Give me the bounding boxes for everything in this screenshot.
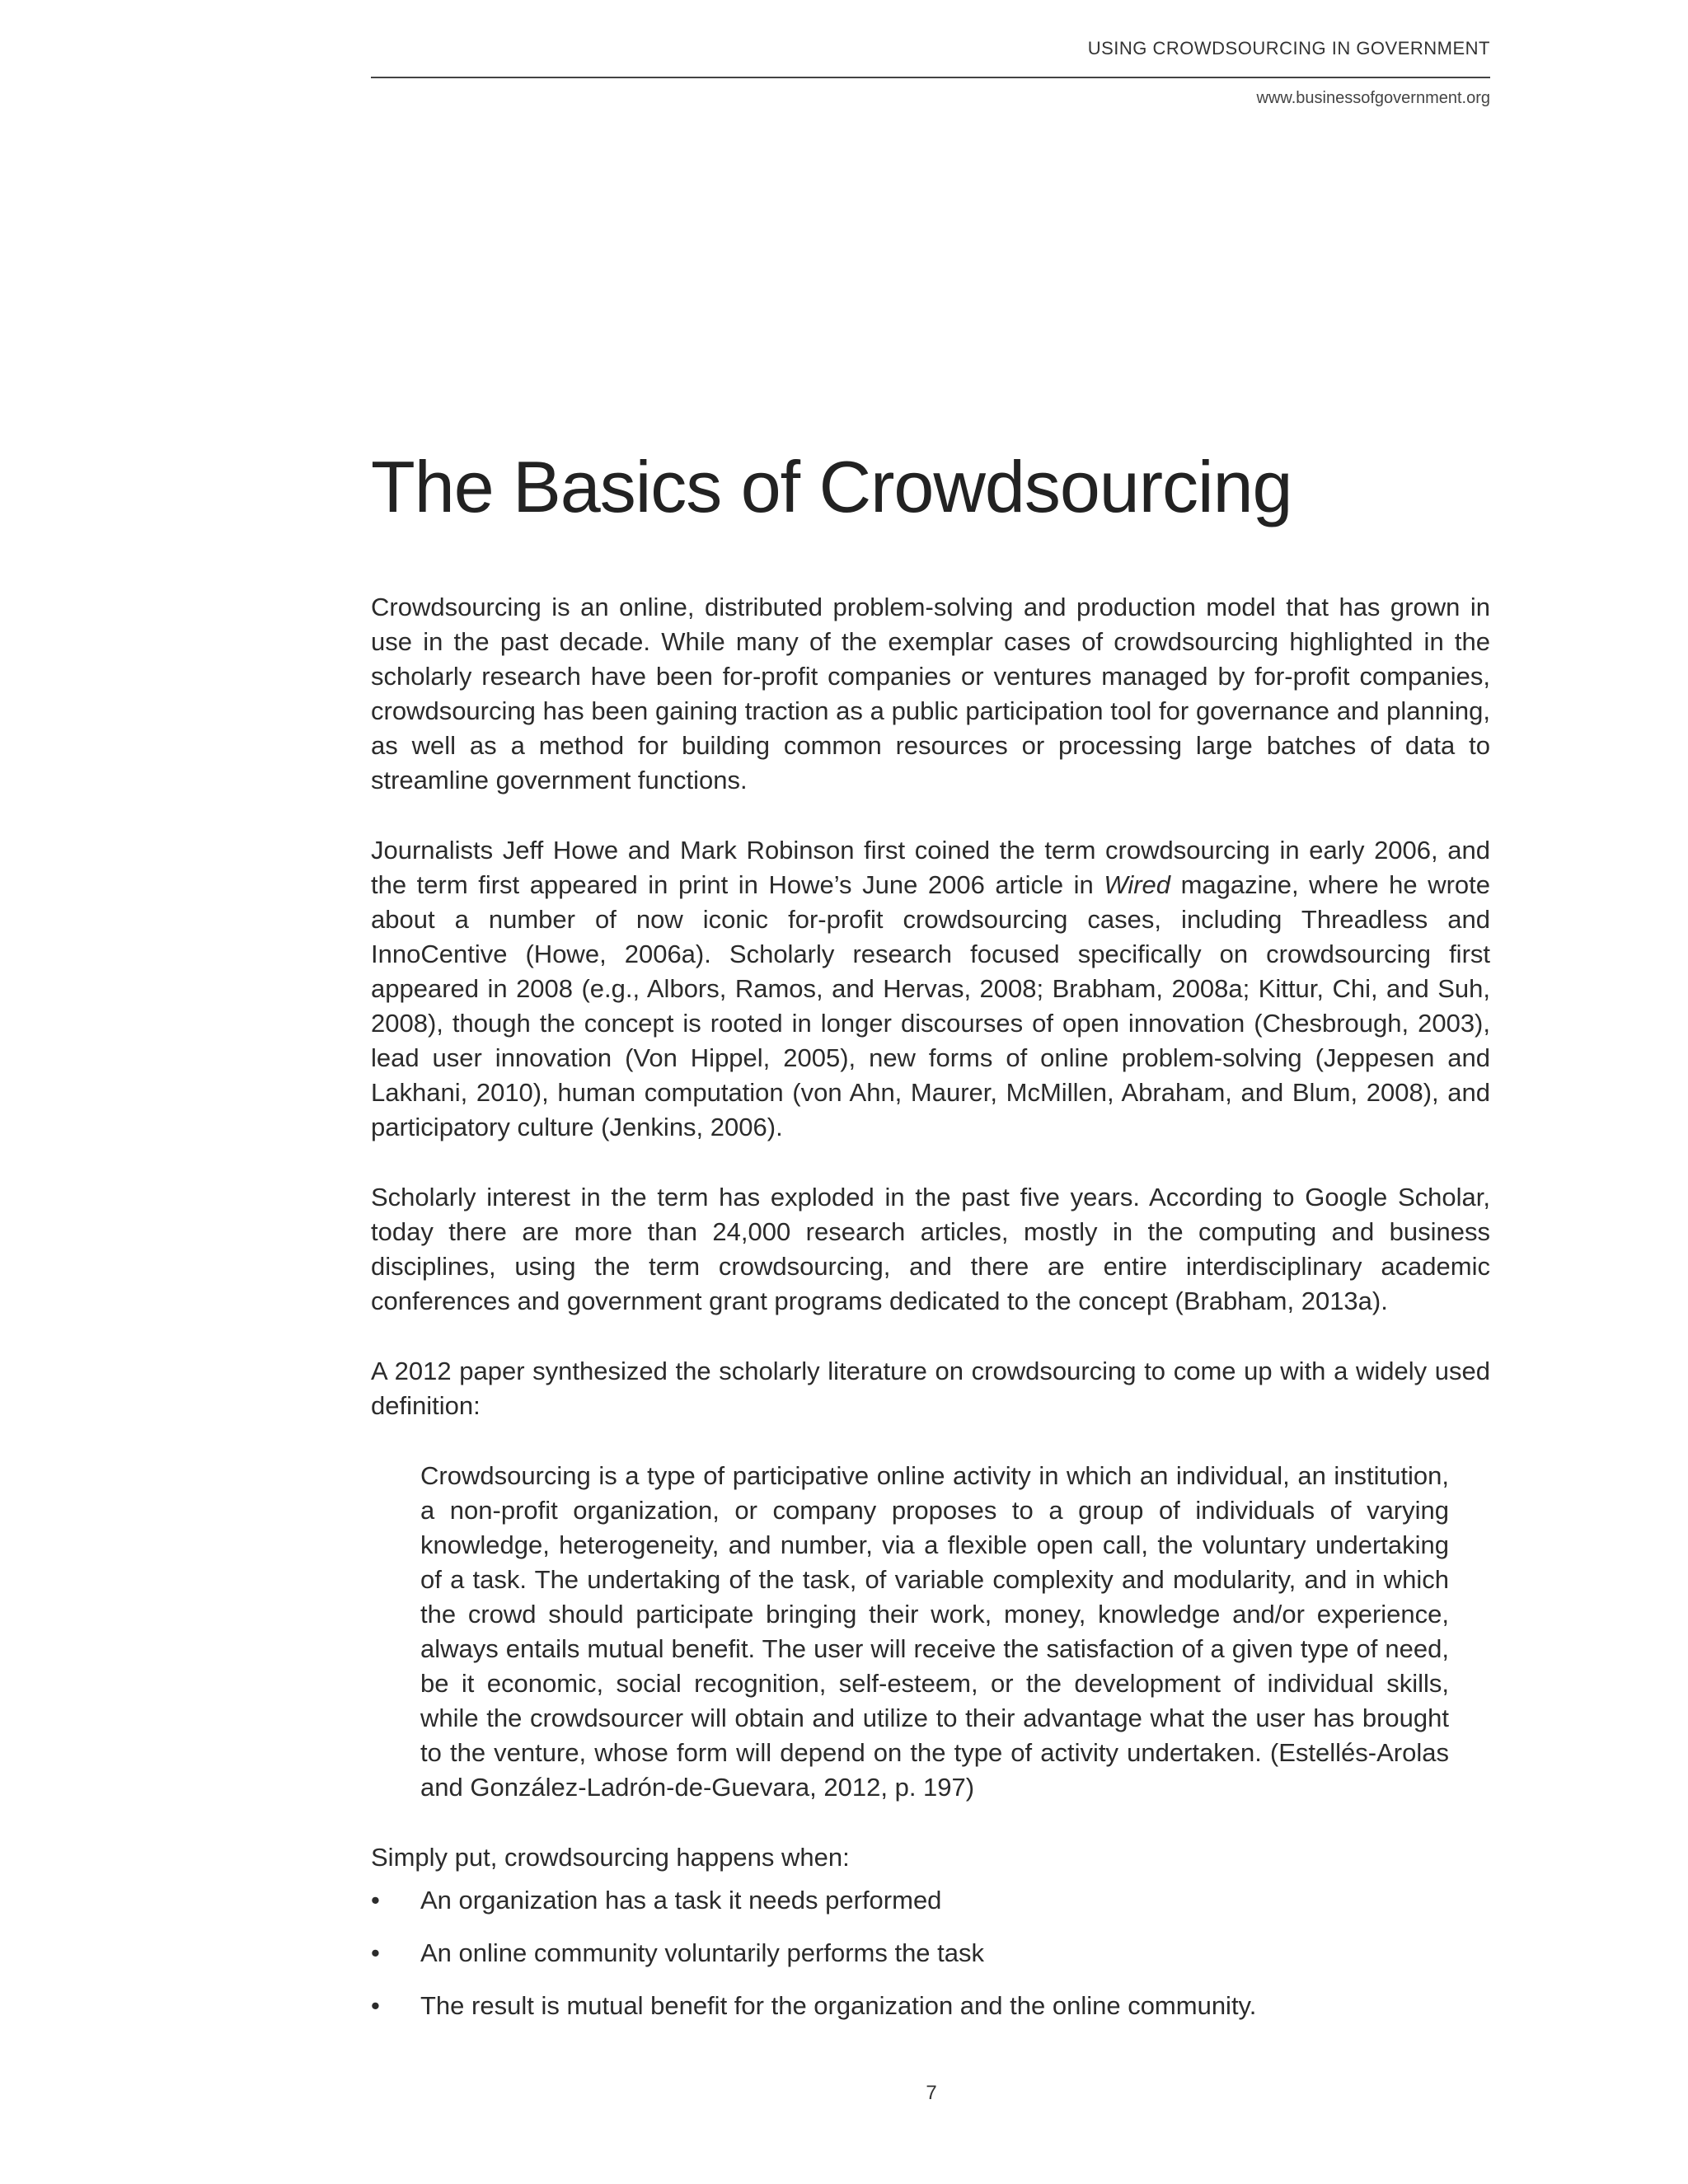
paragraph-scholarly-interest: Scholarly interest in the term has exploded in the past five years. According to Google Scholar, today there are more than 24,000 research articles, mostly in the computing and business disciplines, using the term crowdsourcing, and there are entire interdisciplinary academic conferences and government grant programs dedicated to the concept (Brabham, 2013a). [371, 1183, 1490, 1315]
definition-quote: Crowdsourcing is a type of participative online activity in which an individual, an institution, a non-profit organization, or company proposes to a group of individuals of varying knowledge, heterogeneity, and number, via a flexible open call, the voluntary undertaking of a task. The undertaking of the task, of variable complexity and modularity, and in which the crowd should participate bringing their work, money, knowledge and/or experience, always entails mutual benefit. The user will receive the satisfaction of a given type of need, be it economic, social recognition, self-esteem, or the development of individual skills, while the crowdsourcer will obtain and utilize to their advantage what the user has brought to the venture, whose form will depend on the type of activity undertaken. (Estellés-Arolas and González-Ladrón-de-Guevara, 2012, p. 197) [420, 1461, 1449, 1802]
page-number: 7 [926, 2082, 937, 2104]
bullet-icon: • [371, 1991, 380, 2020]
conditions-list [371, 1883, 1490, 2023]
paragraph-simply-put: Simply put, crowdsourcing happens when: [371, 1843, 850, 1872]
running-header-title: USING CROWDSOURCING IN GOVERNMENT [1087, 38, 1490, 59]
bullet-icon: • [371, 1886, 380, 1915]
paragraph-history-part1: Journalists Jeff Howe and Mark Robinson first coined the term crowdsourcing in early 2006, and the term first appeared in print in Howe’s June 2006 article in [371, 836, 1490, 899]
body-text [371, 590, 1490, 2041]
list-item [371, 1936, 1490, 1971]
paragraph-definition-lead: A 2012 paper synthesized the scholarly literature on crowdsourcing to come up with a widely used definition: [371, 1357, 1490, 1420]
paragraph-definition-intro: Crowdsourcing is an online, distributed problem-solving and production model that has grown in use in the past decade. While many of the exemplar cases of crowdsourcing highlighted in the scholarly research have been for-profit companies or ventures managed by for-profit companies, crowdsourcing has been gaining traction as a public participation tool for governance and planning, as well as a method for building common resources or processing large batches of data to streamline government functions. [371, 593, 1490, 794]
list-item [371, 1989, 1490, 2023]
page-title: The Basics of Crowdsourcing [371, 446, 1292, 527]
paragraph-history-italic: Wired [1104, 870, 1171, 899]
header-divider [371, 77, 1490, 78]
list-item [371, 1883, 1490, 1918]
bullet-icon: • [371, 1938, 380, 1967]
header-url: www.businessofgovernment.org [1256, 89, 1490, 107]
list-item-text: The result is mutual benefit for the organization and the online community. [420, 1991, 1257, 2020]
paragraph-history-part2: magazine, where he wrote about a number of now iconic for-profit crowdsourcing cases, including Threadless and InnoCentive (Howe, 2006a). Scholarly research focused specifically on crowdsourcing first appeared in 2008 (e.g., Albors, Ramos, and Hervas, 2008; Brabham, 2008a; Kittur, Chi, and Suh, 2008), though the concept is rooted in longer discourses of open innovation (Chesbrough, 2003), lead user innovation (Von Hippel, 2005), new forms of online problem-solving (Jeppesen and Lakhani, 2010), human computation (von Ahn, Maurer, McMillen, Abraham, and Blum, 2008), and participatory culture (Jenkins, 2006). [371, 870, 1490, 1141]
list-item-text: An organization has a task it needs performed [420, 1886, 942, 1915]
list-item-text: An online community voluntarily performs the task [420, 1938, 985, 1967]
paragraph-history [371, 833, 1490, 1145]
